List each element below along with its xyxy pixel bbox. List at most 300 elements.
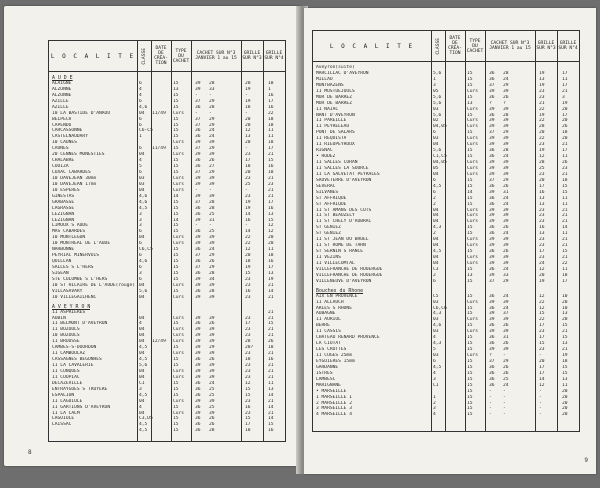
- cell-g4: 21: [268, 152, 274, 158]
- cell-g4: 17: [268, 146, 274, 152]
- cell-g3: 12: [539, 293, 545, 299]
- cell-g3: 19: [539, 278, 545, 284]
- cell-cl: 3: [433, 82, 436, 88]
- cell-ty: 15: [173, 363, 179, 368]
- header-grille-3: [241, 41, 263, 71]
- cell-g4: 15: [562, 183, 568, 189]
- cell-cl: 4,5: [139, 357, 148, 363]
- cell-g4: 18: [562, 177, 568, 183]
- cell-c1: 39: [195, 363, 201, 368]
- cell-cl: 4: [139, 321, 142, 327]
- header-type-cachet-text: TYPE DU CACHET: [466, 38, 484, 54]
- cell-ty: 15: [173, 158, 179, 164]
- cell-c1: 39: [195, 315, 201, 321]
- cell-n: 11 SALLES LA SOURCE: [316, 165, 369, 171]
- cell-c2: 39: [503, 160, 509, 165]
- cell-c1: 36: [489, 249, 495, 255]
- cell-g3: 12: [539, 266, 545, 272]
- cell-c1: 39: [489, 272, 495, 278]
- cell-cl: 03: [433, 299, 439, 305]
- header-date-creation-text: DATE DE CRÉA- TION: [448, 36, 462, 56]
- cell-g3: 17: [539, 370, 545, 376]
- cell-g4: 18: [268, 116, 274, 122]
- cell-c1: 36: [195, 422, 201, 428]
- cell-g4: 16: [268, 92, 274, 98]
- cell-g4: 15: [562, 189, 568, 195]
- cell-c2: 39: [503, 207, 509, 213]
- cell-g3: 23: [245, 315, 251, 321]
- cell-g3: 22: [245, 235, 251, 241]
- cell-g4: 21: [268, 333, 274, 339]
- cell-g4: 15: [268, 321, 274, 327]
- cell-cl: 03: [139, 181, 145, 187]
- cell-c2: 26: [503, 183, 509, 189]
- cell-cl: 03: [433, 317, 439, 323]
- cell-cl: 04: [433, 255, 439, 260]
- cell-ty: Curs: [467, 329, 479, 335]
- cell-g4: 18: [268, 80, 274, 86]
- cell-g4: 16: [268, 428, 274, 434]
- cell-n: AZILLE: [52, 104, 69, 110]
- cell-c2: 39: [209, 294, 215, 300]
- cell-cl: 04: [139, 374, 145, 380]
- cell-c2: -: [503, 406, 506, 412]
- cell-c2: 39: [209, 351, 215, 357]
- cell-n: 11 SALLES CURAN: [316, 160, 358, 165]
- cell-c1: 39: [489, 255, 495, 260]
- cell-c2: 24: [503, 382, 509, 388]
- cell-c2: 25: [503, 376, 509, 382]
- cell-c2: 39: [503, 118, 509, 124]
- cell-g3: -: [245, 92, 248, 98]
- cell-c2: 39: [209, 181, 215, 187]
- cell-c1: 39: [195, 181, 201, 187]
- cell-n: 10 LA BASTIDE D'ANAOU: [52, 110, 111, 116]
- cell-g4: 11: [562, 382, 568, 388]
- cell-n: 20 CENNES MONESTIES: [52, 152, 105, 158]
- cell-g4: 21: [562, 88, 568, 94]
- cell-g3: 19: [245, 199, 251, 205]
- cell-c2: 29: [209, 253, 215, 259]
- cell-c2: -: [503, 388, 506, 394]
- cell-g4: 21: [562, 237, 568, 243]
- cell-g4: 11: [562, 154, 568, 160]
- cell-g3: 23: [245, 398, 251, 404]
- cell-c1: 39: [195, 235, 201, 241]
- cell-cl: 4,5: [139, 428, 148, 434]
- cell-cl: 3: [433, 376, 436, 382]
- cell-c2: 28: [209, 80, 215, 86]
- cell-cl: 4: [139, 92, 142, 98]
- cell-n: 11 BROUSSE: [52, 339, 80, 345]
- cell-c1: 39: [195, 351, 201, 357]
- cell-g4: 21: [268, 327, 274, 333]
- table-body: [313, 65, 579, 429]
- header-grille-4: [557, 31, 579, 61]
- cell-g3: 23: [245, 282, 251, 288]
- cell-g4: 21: [268, 294, 274, 300]
- cell-c1: 39: [195, 193, 201, 199]
- cell-g4: 20: [562, 136, 568, 142]
- cell-g4: 15: [562, 335, 568, 341]
- header-type-cachet: [171, 41, 191, 71]
- cell-ty: Curs: [467, 142, 479, 148]
- cell-c2: 25: [209, 211, 215, 217]
- cell-g3: 19: [245, 98, 251, 104]
- header-grille-4-text: GRILLE SUR N°4: [558, 41, 578, 51]
- table-header: [49, 41, 285, 72]
- cell-c2: 25: [209, 392, 215, 398]
- cell-ty: Curs: [467, 124, 479, 130]
- cell-ty: 15: [467, 266, 473, 272]
- cell-g3: 12: [539, 154, 545, 160]
- cell-c1: 39: [489, 213, 495, 219]
- cell-c2: 39: [503, 299, 509, 305]
- cell-g3: 23: [245, 363, 251, 368]
- cell-c2: 27: [209, 164, 215, 170]
- cell-c1: 36: [489, 376, 495, 382]
- cell-n: 11 CUGES 25mm: [316, 353, 352, 358]
- cell-g3: 16: [245, 288, 251, 294]
- cell-ty: 15: [173, 211, 179, 217]
- cell-n: LEZIGNAN: [52, 211, 75, 217]
- cell-g4: 13: [268, 386, 274, 392]
- cell-n: 11 LA CALM: [52, 410, 80, 416]
- cell-n: 10 DAVEJEAN 17mn: [52, 181, 97, 187]
- cell-g3: 20: [245, 80, 251, 86]
- cell-c1: 36: [489, 94, 495, 100]
- cell-c1: 37: [489, 130, 495, 136]
- cell-cl: 5,6: [139, 288, 148, 294]
- cell-c1: 36: [195, 205, 201, 211]
- cell-n: AUBAGNE: [316, 311, 336, 317]
- cell-ty: Curs: [467, 88, 479, 94]
- cell-c1: ?: [489, 353, 492, 358]
- cell-g3: 21: [539, 100, 545, 106]
- cell-c2: 29: [503, 130, 509, 136]
- cell-c1: ?: [489, 100, 492, 106]
- cell-g3: 16: [245, 217, 251, 223]
- cell-c1: 37: [489, 278, 495, 284]
- cell-n: 11 ST JEAN DU BRUEL: [316, 237, 369, 243]
- cell-n: CASSAGNES BEGONHES: [52, 357, 102, 363]
- cell-ty: 15: [173, 146, 179, 152]
- cell-ty: Curs: [467, 165, 479, 171]
- cell-c1: 36: [195, 128, 201, 134]
- header-localite-text: L O C A L I T E: [50, 52, 136, 60]
- cell-g3: 22: [539, 118, 545, 124]
- cell-n: MARCILLAC D'AVEYRON: [316, 70, 369, 76]
- cell-g4: 14: [562, 225, 568, 231]
- cell-cl: 4,6: [433, 323, 442, 329]
- cell-n: SEVERAC: [316, 183, 336, 189]
- cell-n: CAPENDU: [52, 122, 72, 128]
- cell-g3: -: [539, 406, 542, 412]
- cell-cl: 5,6: [433, 70, 442, 76]
- cell-n: LAISSAC: [52, 422, 72, 428]
- cell-g3: 20: [245, 116, 251, 122]
- cell-g4: 11: [562, 195, 568, 201]
- cell-g4: 16: [268, 259, 274, 265]
- cell-c1: 36: [489, 231, 495, 237]
- cell-n: BERRE: [316, 323, 330, 329]
- cell-c2: 39: [503, 243, 509, 249]
- cell-g4: 17: [268, 98, 274, 104]
- cell-n: 3 MARSEILLE 3: [316, 406, 352, 412]
- cell-g4: 15: [562, 364, 568, 370]
- cell-cl: 04: [433, 237, 439, 243]
- cell-g3: 17: [245, 321, 251, 327]
- header-localite: [49, 41, 137, 71]
- cell-g3: 28: [539, 160, 545, 165]
- cell-g4: 21: [562, 329, 568, 335]
- cell-g3: 18: [245, 104, 251, 110]
- cell-g3: 28: [539, 124, 545, 130]
- cell-g3: 19: [539, 112, 545, 118]
- cell-cl: 03: [139, 175, 145, 181]
- cell-ty: 15: [467, 364, 473, 370]
- cell-c1: 39: [489, 299, 495, 305]
- cell-cl: 04: [433, 243, 439, 249]
- cell-n: LAGRASSE: [52, 205, 75, 211]
- cell-c1: -: [489, 388, 492, 394]
- cell-c2: 24: [209, 247, 215, 253]
- cell-n: ENTRAYGUES S TRUYERE: [52, 386, 108, 392]
- cell-ty: 15: [173, 247, 179, 253]
- cell-ty: 15: [173, 80, 179, 86]
- cell-g3: 20: [245, 170, 251, 175]
- header-grille-3: [535, 31, 557, 61]
- cell-c2: 26: [503, 323, 509, 329]
- cell-c2: 26: [209, 422, 215, 428]
- cell-c2: 33: [209, 86, 215, 92]
- cell-g3: 17: [245, 158, 251, 164]
- cell-c2: 28: [209, 270, 215, 276]
- cell-g4: 20: [268, 241, 274, 247]
- cell-ty: Curs: [173, 351, 185, 357]
- cell-g4: 21: [268, 351, 274, 357]
- cell-g3: 28?: [245, 345, 254, 351]
- cell-g3: -: [539, 388, 542, 394]
- cell-ty: Curs: [173, 410, 185, 416]
- cell-c2: 31: [503, 335, 509, 341]
- cell-cl: 6: [433, 358, 436, 364]
- cell-c1: 39: [489, 329, 495, 335]
- cell-ty: Curs: [467, 353, 479, 358]
- header-localite: [313, 31, 431, 61]
- cell-n: 11 ST ROME DE TARN: [316, 243, 366, 249]
- cell-n: 11 ALLAUCH: [316, 299, 344, 305]
- cell-c2: 26: [209, 158, 215, 164]
- cell-cl: 1: [433, 394, 436, 400]
- cell-g4: 22: [268, 110, 274, 116]
- cell-g3: 23: [245, 410, 251, 416]
- cell-ty: Curs: [467, 237, 479, 243]
- cell-n: SALLES S L'HERS: [52, 265, 94, 270]
- cell-cl: 4,6: [139, 104, 148, 110]
- cell-n: MARIGNANE: [316, 382, 341, 388]
- cell-g4: 20: [562, 388, 568, 394]
- cell-g3: 23: [245, 276, 251, 282]
- cell-c1: 39: [195, 276, 201, 282]
- cell-ty: 15: [173, 116, 179, 122]
- left-table: [48, 40, 286, 442]
- cell-n: 2 MARSEILLE 2: [316, 400, 352, 406]
- cell-g3: 16: [539, 189, 545, 195]
- cell-n: 11 AURIOL: [316, 317, 341, 323]
- cell-g4: 13: [562, 376, 568, 382]
- cell-g4: 17: [562, 278, 568, 284]
- cell-g3: 15: [245, 270, 251, 276]
- cell-n: 10 CAUNES: [52, 140, 77, 146]
- cell-c1: 36: [195, 288, 201, 294]
- cell-ty: 15: [467, 225, 473, 231]
- cell-g4: 14: [268, 288, 274, 294]
- cell-ty: 15: [467, 335, 473, 341]
- cell-g3: 23: [539, 142, 545, 148]
- cell-g3: 23: [539, 88, 545, 94]
- cell-c2: 29: [503, 278, 509, 284]
- cell-g3: 24: [539, 260, 545, 266]
- cell-c2: 26: [503, 94, 509, 100]
- cell-c1: 39: [195, 282, 201, 288]
- cell-c1: 39: [489, 317, 495, 323]
- cell-c2: 39: [209, 374, 215, 380]
- cell-c2: 28: [209, 428, 215, 434]
- cell-ty: 15: [467, 249, 473, 255]
- cell-cl: C3: [433, 266, 439, 272]
- cell-ty: 15: [173, 134, 179, 140]
- cell-c1: 36: [489, 70, 495, 76]
- cell-c1: 36: [489, 201, 495, 207]
- cell-g3: 23: [245, 175, 251, 181]
- cell-c1: 39: [489, 311, 495, 317]
- cell-g4: 26: [268, 339, 274, 345]
- cell-g4: 21: [562, 171, 568, 177]
- cell-g4: 21: [562, 142, 568, 148]
- cell-cl: 2: [433, 400, 436, 406]
- cell-n: SILVANES: [316, 189, 339, 195]
- cell-n: ALAIGNE: [52, 80, 72, 86]
- cell-g4: 19: [268, 276, 274, 282]
- cell-cl: C1,C5: [433, 154, 447, 160]
- cell-n: LEZIGNAN: [52, 217, 75, 223]
- cell-ty: Curs: [467, 243, 479, 249]
- cell-cl: 04: [139, 235, 145, 241]
- cell-c2: 39: [209, 333, 215, 339]
- cell-c2: -: [503, 400, 506, 406]
- cell-g3: 23: [539, 329, 545, 335]
- cell-cl: C6,C6: [433, 305, 447, 311]
- cell-c1: -: [195, 223, 198, 229]
- cell-c2: 37: [503, 311, 509, 317]
- cell-c1: 37: [489, 177, 495, 183]
- cell-c1: 39: [195, 374, 201, 380]
- cell-c2: 39: [503, 136, 509, 142]
- header-classe: [137, 41, 151, 71]
- cell-c1: 36: [195, 259, 201, 265]
- cell-g3: 23: [539, 347, 545, 353]
- cell-c1: 36: [489, 76, 495, 82]
- cell-c2: 24: [209, 128, 215, 134]
- cell-g4: 18: [562, 130, 568, 136]
- cell-cl: 6: [139, 146, 142, 152]
- cell-c1: 39: [195, 241, 201, 247]
- cell-g3: 17: [539, 183, 545, 189]
- cell-g4: 15: [268, 422, 274, 428]
- cell-cl: 1: [433, 76, 436, 82]
- cell-cl: 3: [433, 406, 436, 412]
- cell-ty: Curs: [173, 333, 185, 339]
- cell-n: ST AFFRIQUE: [316, 201, 347, 207]
- cell-c1: -: [489, 412, 492, 418]
- cell-c2: 26: [209, 259, 215, 265]
- cell-cl: 4,3: [433, 225, 442, 231]
- cell-cl: 6: [139, 253, 142, 259]
- cell-n: CAUNES: [52, 146, 69, 152]
- cell-g4: 18: [268, 170, 274, 175]
- cell-c1: 36: [489, 335, 495, 341]
- cell-c2: 28: [209, 199, 215, 205]
- cell-cl: 04: [433, 260, 439, 266]
- cell-ty: 15: [173, 380, 179, 386]
- cell-ty: Curs: [173, 235, 185, 241]
- cell-g3: 23: [539, 237, 545, 243]
- cell-cl: 6: [139, 276, 142, 282]
- cell-g3: 23: [245, 152, 251, 158]
- cell-ty: Curs: [173, 110, 185, 116]
- cell-c2: 29: [503, 82, 509, 88]
- header-cachet-sur-3: [485, 31, 535, 61]
- cell-c2: 39: [503, 106, 509, 112]
- cell-c1: 39: [489, 260, 495, 266]
- cell-g4: 12: [268, 229, 274, 235]
- cell-g4: 18: [268, 122, 274, 128]
- header-date-creation: [151, 41, 171, 71]
- cell-c2: 39: [209, 175, 215, 181]
- cell-cl: 3: [139, 386, 142, 392]
- cell-g3: 19: [245, 205, 251, 211]
- cell-ty: Curs: [173, 282, 185, 288]
- cell-n: Aveyron(suite): [316, 65, 355, 70]
- cell-n: STE COLOMBE S L'HERS: [52, 276, 108, 282]
- cell-c1: 39: [195, 294, 201, 300]
- cell-c2: 39: [503, 317, 509, 323]
- cell-c1: 36: [195, 211, 201, 217]
- cell-c2: 26: [503, 225, 509, 231]
- cell-g4: 15: [562, 249, 568, 255]
- cell-g3: 20: [245, 140, 251, 146]
- cell-n: 11 ST AMANS DES COTS: [316, 207, 372, 213]
- cell-g3: -: [539, 353, 542, 358]
- cell-cl: 5: [433, 347, 436, 353]
- cell-n: PEYRIAC MINERVOIS: [52, 253, 100, 259]
- cell-ty: 15: [467, 412, 473, 418]
- cell-n: 11 COUPIAC: [52, 374, 80, 380]
- cell-c2: 24: [503, 76, 509, 82]
- cell-ty: 15: [467, 323, 473, 329]
- cell-ty: 15: [467, 388, 473, 394]
- cell-n: ALZONNE: [52, 92, 72, 98]
- cell-n: 11 ST BEAUZELY: [316, 213, 355, 219]
- cell-n: MUR DE BARREZ: [316, 94, 352, 100]
- cell-ty: 15: [467, 231, 473, 237]
- cell-n: 11 CONQUES: [52, 368, 80, 374]
- cell-ty: 15: [173, 265, 179, 270]
- cell-cl: 2: [433, 272, 436, 278]
- cell-n: • MARSEILLE: [316, 388, 347, 394]
- cell-c2: 29: [209, 170, 215, 175]
